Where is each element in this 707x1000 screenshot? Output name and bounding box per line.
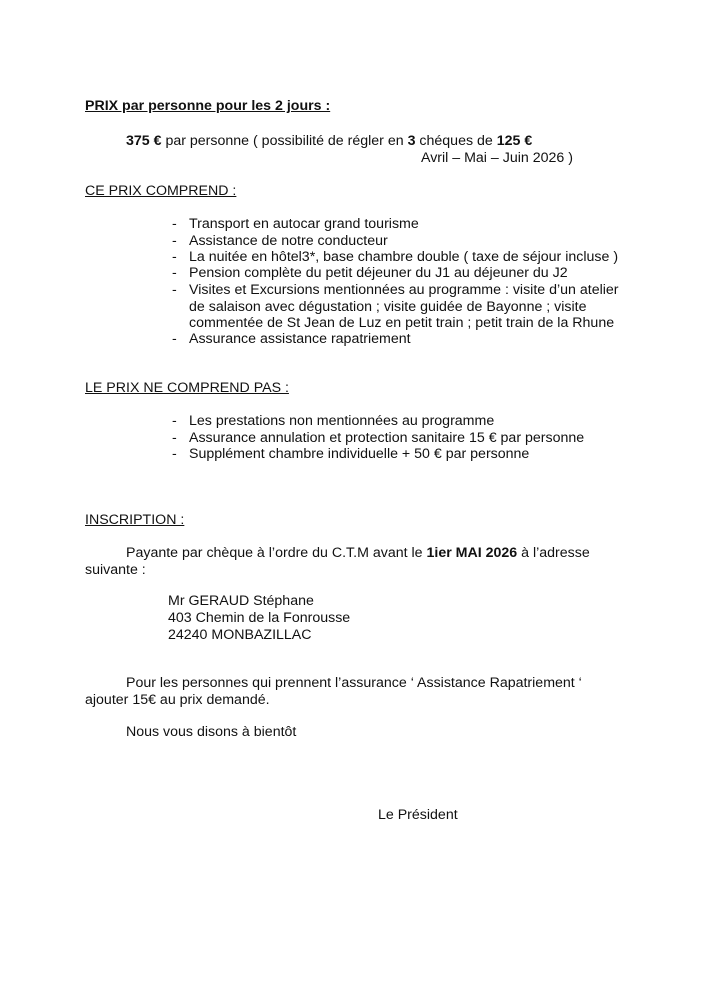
inscription-paragraph-cont: suivante :: [85, 562, 146, 578]
list-item-text: Les prestations non mentionnées au programme: [189, 413, 495, 429]
signature: Le Président: [378, 807, 458, 823]
inscription-deadline: 1ier MAI 2026: [426, 545, 518, 561]
inscription-text-1: Payante par chèque à l’ordre du C.T.M avant le: [126, 545, 427, 561]
bullet-dash: -: [172, 233, 177, 249]
prix-line: [126, 133, 532, 150]
prix-text-2: chéques de: [415, 133, 497, 149]
prix-text-1: par personne ( possibilité de régler en: [161, 133, 408, 149]
list-item-text: Transport en autocar grand tourisme: [189, 216, 419, 232]
bullet-dash: -: [172, 265, 177, 281]
prix-months: Avril – Mai – Juin 2026 ): [421, 150, 573, 166]
inscription-heading: INSCRIPTION :: [85, 512, 185, 528]
bullet-dash: -: [172, 446, 177, 462]
list-item-text-cont: commentée de St Jean de Luz en petit train ; petit train de la Rhune: [189, 315, 615, 331]
bullet-dash: -: [172, 282, 177, 298]
comprend-heading: CE PRIX COMPREND :: [85, 183, 237, 199]
list-item-text: La nuitée en hôtel3*, base chambre double ( taxe de séjour incluse ): [189, 249, 619, 265]
address-street: 403 Chemin de la Fonrousse: [168, 610, 351, 626]
prix-amount: 375 €: [126, 133, 162, 149]
closing-text: Nous vous disons à bientôt: [126, 724, 297, 740]
bullet-dash: -: [172, 249, 177, 265]
bullet-dash: -: [172, 216, 177, 232]
prix-installment: 125 €: [496, 133, 533, 149]
list-item-text: Assistance de notre conducteur: [189, 233, 388, 249]
assurance-line-2: ajouter 15€ au prix demandé.: [85, 692, 270, 708]
address-city: 24240 MONBAZILLAC: [168, 627, 312, 643]
prix-heading: PRIX par personne pour les 2 jours :: [85, 98, 331, 114]
address-name: Mr GERAUD Stéphane: [168, 593, 314, 609]
bullet-dash: -: [172, 331, 177, 347]
list-item-text: Assurance assistance rapatriement: [189, 331, 411, 347]
list-item-text: Supplément chambre individuelle + 50 € par personne: [189, 446, 530, 462]
list-item-text: Assurance annulation et protection sanitaire 15 € par personne: [189, 430, 585, 446]
bullet-dash: -: [172, 413, 177, 429]
ne-comprend-heading: LE PRIX NE COMPREND PAS :: [85, 380, 289, 396]
list-item-text: Pension complète du petit déjeuner du J1 au déjeuner du J2: [189, 265, 568, 281]
bullet-dash: -: [172, 430, 177, 446]
assurance-line-1: Pour les personnes qui prennent l’assurance ‘ Assistance Rapatriement ‘: [126, 675, 582, 691]
inscription-text-2: à l’adresse: [517, 545, 590, 561]
prix-count: 3: [407, 133, 416, 149]
list-item-text: Visites et Excursions mentionnées au programme : visite d’un atelier: [189, 282, 619, 298]
list-item-text-cont: de salaison avec dégustation ; visite guidée de Bayonne ; visite: [189, 299, 587, 315]
inscription-paragraph: [126, 545, 590, 562]
